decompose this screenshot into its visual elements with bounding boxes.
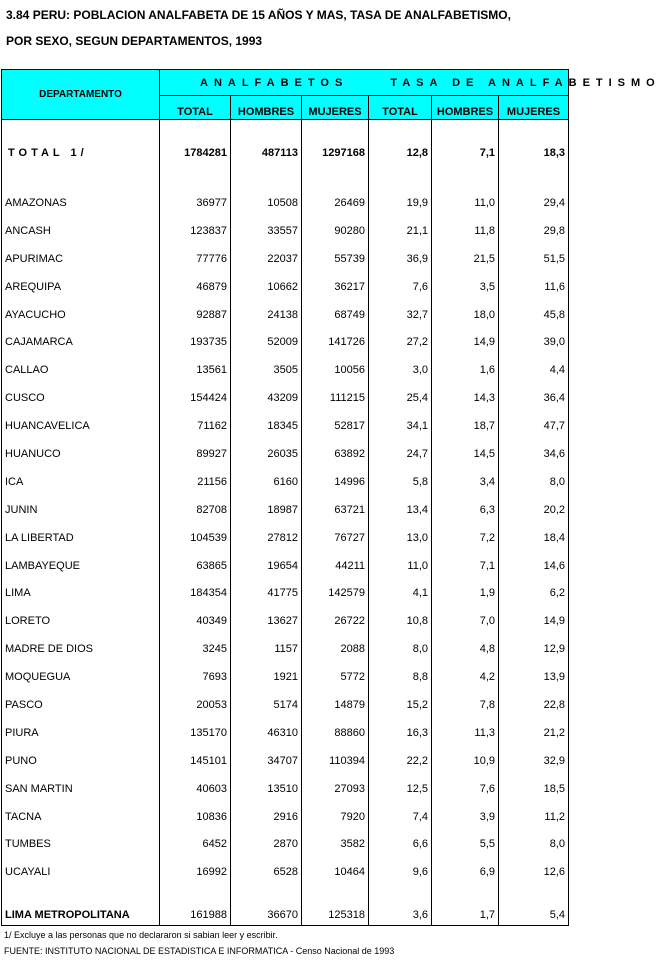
cell-value: 52817 [302,412,369,440]
department-name: CALLAO [2,356,160,384]
cell-value: 29,8 [499,217,569,245]
source-note: FUENTE: INSTITUTO NACIONAL DE ESTADISTICA E INFORMATICA - Censo Nacional de 1993 [4,946,395,956]
header-tasa: TASA DE ANALFABETISMO [390,76,661,89]
cell-value: 25,4 [369,384,432,412]
department-name: CUSCO [2,384,160,412]
total-value: 1784281 [160,139,231,167]
cell-value: 43209 [231,384,302,412]
cell-value: 14,5 [432,440,499,468]
spacer-row [2,886,569,905]
cell-value: 5174 [231,691,302,719]
cell-value: 47,7 [499,412,569,440]
spacer-row [2,120,569,140]
total-row [2,139,569,167]
table-row [2,524,569,552]
cell-value: 4,4 [499,356,569,384]
table-row [2,747,569,775]
table-row [2,356,569,384]
cell-value: 13510 [231,775,302,803]
table-row [2,803,569,831]
cell-value: 22,8 [499,691,569,719]
cell-value: 3245 [160,635,231,663]
cell-value: 27,2 [369,328,432,356]
cell-value: 13,0 [369,524,432,552]
cell-value: 34707 [231,747,302,775]
cell-value: 51,5 [499,245,569,273]
cell-value: 18,5 [499,775,569,803]
table-row [2,468,569,496]
cell-value: 8,0 [369,635,432,663]
header-col-tasa-mujeres: MUJERES [499,96,569,120]
cell-value: 3,5 [432,273,499,301]
table-row [2,440,569,468]
cell-value: 77776 [160,245,231,273]
cell-value: 104539 [160,524,231,552]
department-name: AYACUCHO [2,301,160,329]
cell-value: 7920 [302,803,369,831]
cell-value: 6452 [160,830,231,858]
cell-value: 27812 [231,524,302,552]
department-name: LIMA METROPOLITANA [2,905,160,926]
cell-value: 40603 [160,775,231,803]
cell-value: 14,9 [499,607,569,635]
department-name: UCAYALI [2,858,160,886]
table-row [2,412,569,440]
illiteracy-table [1,69,661,926]
cell-value: 6160 [231,468,302,496]
cell-value: 14,3 [432,384,499,412]
cell-value: 15,2 [369,691,432,719]
cell-value: 36,4 [499,384,569,412]
cell-value: 142579 [302,579,369,607]
total-value: 487113 [231,139,302,167]
department-name: MOQUEGUA [2,663,160,691]
department-name: APURIMAC [2,245,160,273]
cell-value: 39,0 [499,328,569,356]
footnote: 1/ Excluye a las personas que no declararon si sabian leer y escribir. [4,930,278,940]
cell-value: 154424 [160,384,231,412]
table-row [2,301,569,329]
department-name: LAMBAYEQUE [2,552,160,580]
cell-value: 16,3 [369,719,432,747]
cell-value: 5,4 [499,905,569,926]
cell-value: 1,6 [432,356,499,384]
cell-value: 13,9 [499,663,569,691]
table-row [2,245,569,273]
cell-value: 7,8 [432,691,499,719]
cell-value: 32,7 [369,301,432,329]
cell-value: 9,6 [369,858,432,886]
cell-value: 11,0 [432,189,499,217]
cell-value: 36977 [160,189,231,217]
cell-value: 111215 [302,384,369,412]
table-row [2,830,569,858]
cell-value: 24,7 [369,440,432,468]
cell-value: 63721 [302,496,369,524]
department-name: MADRE DE DIOS [2,635,160,663]
department-name: PUNO [2,747,160,775]
cell-value: 2916 [231,803,302,831]
cell-value: 76727 [302,524,369,552]
table-row [2,858,569,886]
table-row [2,189,569,217]
cell-value: 5,8 [369,468,432,496]
department-name: HUANUCO [2,440,160,468]
cell-value: 6,3 [432,496,499,524]
cell-value: 3505 [231,356,302,384]
cell-value: 19,9 [369,189,432,217]
table-row [2,328,569,356]
cell-value: 32,9 [499,747,569,775]
cell-value: 10662 [231,273,302,301]
cell-value: 82708 [160,496,231,524]
table-title-line-2: POR SEXO, SEGUN DEPARTAMENTOS, 1993 [6,34,263,48]
cell-value: 13627 [231,607,302,635]
cell-value: 21,5 [432,245,499,273]
cell-value: 90280 [302,217,369,245]
department-name: LIMA [2,579,160,607]
department-name: LA LIBERTAD [2,524,160,552]
cell-value: 10508 [231,189,302,217]
cell-value: 12,9 [499,635,569,663]
department-name: LORETO [2,607,160,635]
table-row [2,273,569,301]
cell-value: 36217 [302,273,369,301]
cell-value: 1,9 [432,579,499,607]
cell-value: 11,2 [499,803,569,831]
table-title-line-1: 3.84 PERU: POBLACION ANALFABETA DE 15 AÑOS Y MAS, TASA DE ANALFABETISMO, [6,8,511,22]
cell-value: 16992 [160,858,231,886]
cell-value: 1,7 [432,905,499,926]
cell-value: 1157 [231,635,302,663]
department-name: SAN MARTIN [2,775,160,803]
total-label: TOTAL 1/ [2,139,160,167]
cell-value: 34,6 [499,440,569,468]
table-body [2,120,569,926]
cell-value: 5772 [302,663,369,691]
cell-value: 18987 [231,496,302,524]
table-row [2,663,569,691]
cell-value: 33557 [231,217,302,245]
cell-value: 22037 [231,245,302,273]
cell-value: 21,2 [499,719,569,747]
spacer-row [2,167,569,189]
cell-value: 3,0 [369,356,432,384]
cell-value: 13,4 [369,496,432,524]
cell-value: 141726 [302,328,369,356]
cell-value: 34,1 [369,412,432,440]
table-row [2,635,569,663]
department-name: TACNA [2,803,160,831]
header-col-total: TOTAL [160,96,231,120]
table-row [2,607,569,635]
department-name: AMAZONAS [2,189,160,217]
department-name: PIURA [2,719,160,747]
cell-value: 10464 [302,858,369,886]
department-name: ANCASH [2,217,160,245]
cell-value: 20053 [160,691,231,719]
cell-value: 7,2 [432,524,499,552]
cell-value: 44211 [302,552,369,580]
cell-value: 71162 [160,412,231,440]
cell-value: 5,5 [432,830,499,858]
cell-value: 10,9 [432,747,499,775]
cell-value: 88860 [302,719,369,747]
header-analfabetos: ANALFABETOS [200,76,349,89]
cell-value: 20,2 [499,496,569,524]
cell-value: 7,6 [432,775,499,803]
cell-value: 14,6 [499,552,569,580]
department-name: AREQUIPA [2,273,160,301]
department-name: TUMBES [2,830,160,858]
cell-value: 4,1 [369,579,432,607]
cell-value: 4,8 [432,635,499,663]
table-row [2,719,569,747]
cell-value: 18,7 [432,412,499,440]
cell-value: 21156 [160,468,231,496]
department-name: JUNIN [2,496,160,524]
cell-value: 7,0 [432,607,499,635]
cell-value: 14,9 [432,328,499,356]
total-value: 12,8 [369,139,432,167]
cell-value: 3582 [302,830,369,858]
table-row [2,775,569,803]
cell-value: 22,2 [369,747,432,775]
cell-value: 2870 [231,830,302,858]
cell-value: 19654 [231,552,302,580]
cell-value: 125318 [302,905,369,926]
cell-value: 89927 [160,440,231,468]
department-name: ICA [2,468,160,496]
cell-value: 6,2 [499,579,569,607]
cell-value: 36670 [231,905,302,926]
cell-value: 6,9 [432,858,499,886]
cell-value: 63892 [302,440,369,468]
cell-value: 10,8 [369,607,432,635]
cell-value: 7,4 [369,803,432,831]
table-row [2,691,569,719]
cell-value: 68749 [302,301,369,329]
table-row [2,384,569,412]
table-row [2,579,569,607]
cell-value: 184354 [160,579,231,607]
cell-value: 27093 [302,775,369,803]
header-col-tasa-total: TOTAL [369,96,432,120]
cell-value: 36,9 [369,245,432,273]
cell-value: 3,6 [369,905,432,926]
cell-value: 26722 [302,607,369,635]
cell-value: 52009 [231,328,302,356]
cell-value: 10836 [160,803,231,831]
cell-value: 8,0 [499,830,569,858]
table-row [2,496,569,524]
table-row [2,552,569,580]
lima-metropolitana-row [2,905,569,926]
cell-value: 11,3 [432,719,499,747]
cell-value: 13561 [160,356,231,384]
cell-value: 1921 [231,663,302,691]
cell-value: 14879 [302,691,369,719]
total-value: 1297168 [302,139,369,167]
cell-value: 18,0 [432,301,499,329]
cell-value: 7,1 [432,552,499,580]
header-departamento: DEPARTAMENTO [2,70,160,120]
cell-value: 123837 [160,217,231,245]
cell-value: 18345 [231,412,302,440]
cell-value: 7693 [160,663,231,691]
cell-value: 145101 [160,747,231,775]
cell-value: 11,8 [432,217,499,245]
cell-value: 161988 [160,905,231,926]
cell-value: 110394 [302,747,369,775]
cell-value: 18,4 [499,524,569,552]
cell-value: 46879 [160,273,231,301]
cell-value: 193735 [160,328,231,356]
cell-value: 3,4 [432,468,499,496]
cell-value: 63865 [160,552,231,580]
cell-value: 8,8 [369,663,432,691]
table-row [2,217,569,245]
department-name: PASCO [2,691,160,719]
cell-value: 3,9 [432,803,499,831]
cell-value: 40349 [160,607,231,635]
cell-value: 8,0 [499,468,569,496]
cell-value: 29,4 [499,189,569,217]
cell-value: 21,1 [369,217,432,245]
cell-value: 6528 [231,858,302,886]
cell-value: 10056 [302,356,369,384]
cell-value: 26469 [302,189,369,217]
cell-value: 14996 [302,468,369,496]
cell-value: 24138 [231,301,302,329]
header-col-hombres: HOMBRES [231,96,302,120]
header-band [160,70,661,96]
cell-value: 92887 [160,301,231,329]
cell-value: 45,8 [499,301,569,329]
cell-value: 2088 [302,635,369,663]
cell-value: 6,6 [369,830,432,858]
cell-value: 41775 [231,579,302,607]
department-name: CAJAMARCA [2,328,160,356]
cell-value: 12,5 [369,775,432,803]
header-col-mujeres: MUJERES [302,96,369,120]
total-value: 7,1 [432,139,499,167]
total-value: 18,3 [499,139,569,167]
cell-value: 26035 [231,440,302,468]
department-name: HUANCAVELICA [2,412,160,440]
cell-value: 55739 [302,245,369,273]
cell-value: 4,2 [432,663,499,691]
cell-value: 135170 [160,719,231,747]
cell-value: 11,0 [369,552,432,580]
cell-value: 7,6 [369,273,432,301]
cell-value: 11,6 [499,273,569,301]
cell-value: 46310 [231,719,302,747]
header-col-tasa-hombres: HOMBRES [432,96,499,120]
cell-value: 12,6 [499,858,569,886]
